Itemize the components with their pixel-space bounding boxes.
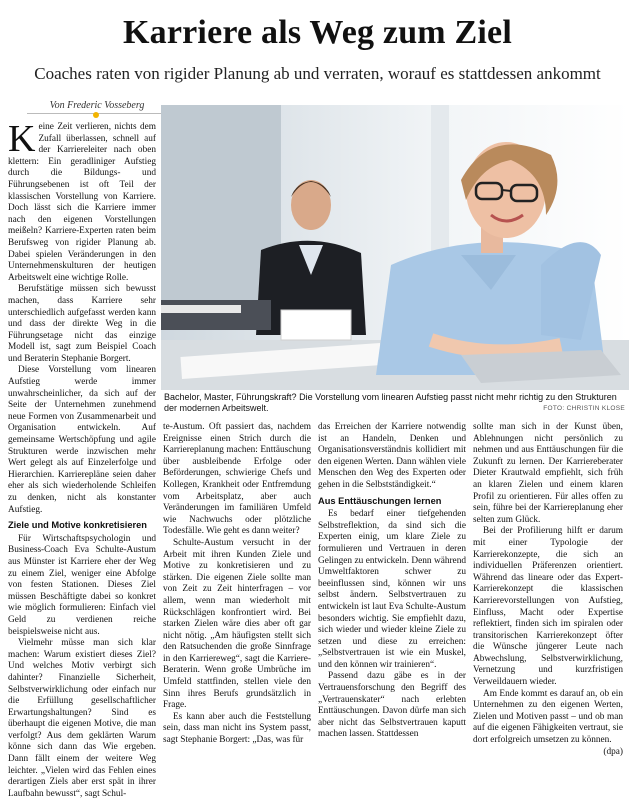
- article-column-4: [473, 422, 623, 758]
- paragraph: Für Wirtschaftspsychologin und Business-Coach Eva Schulte-Austum aus Münster ist Karriere eher der Weg zu einem Ziel, weniger eine Abfolge von festen Stationen. Dieses Ziel müssen Beschäftigte dabei so konkret wie möglich formulieren: Einfach viel Geld zu verdienen reiche beispielsweise nicht aus.: [8, 533, 156, 637]
- paragraph: Vielmehr müsse man sich klar machen: Warum existiert dieses Ziel? Und welches Motiv verbirgt sich dahinter? Finanzielle Sicherheit, Selbstverwirklichung oder einfach nur die Erfüllung gesellschaftlicher Erwartungshaltungen? Sind es überhaupt die eigenen Motive, die man verfolgt? Aus dem geklärten Warum könne sich dann das Wie ergeben. Dann fällt einem der weitere Weg leichter. „Vielen wird das Fehlen eines derartigen Ziels aber erst spät in ihrer Laufbahn bewusst“, sagt Schul-: [8, 638, 156, 799]
- paragraph: te-Austum. Oft passiert das, nachdem Ereignisse einen Strich durch die Karriereplanung machen: Enttäuschung über ausbleibende Erfolge oder Beförderungen, schwierige Chefs und Kollegen, Krankheit oder Entfremdung vom Arbeitsplatz, aber auch Veränderungen im familiären Umfeld wie Nachwuchs oder plötzliche Todesfälle. Wie geht es dann weiter?: [163, 422, 311, 537]
- paragraph: Bei der Profilierung hilft er darum mit einer Typologie der Karrierekonzepte, die sich an individuellen Präferenzen orientiert. Während das lineare oder das Expert-Karrierekonzept die klassischen Karrierevorstellungen von Aufstieg, Einfluss, Macht oder Expertise reflektiert, finden sich im spiralen oder transitorischen Karrierekonzept öfter die Wünsche jüngerer Leute nach Abwechslung, Selbstverwirklichung, Vernetzung und kurzfristigen Verweildauern wieder.: [473, 526, 623, 688]
- article-photo: [161, 105, 629, 390]
- paragraph: eine Zeit verlieren, nichts dem Zufall überlassen, schnell auf der Karriereleiter nach oben klettern: Ein geradliniger Aufstieg durch die Bildungs- und Führungsebenen ist oft Teil der klassischen Vorstellung von Karriere. Doch lässt sich die Karriere immer nach den eigenen Vorstellungen meißeln? Karriere-Experten raten beim Berufsweg von rigider Planung ab. Dabei spielen Veränderungen in den Unternehmenskulturen der heutigen Arbeitswelt eine wichtige Rolle.: [8, 122, 156, 283]
- subheading: Ziele und Motive konkretisieren: [8, 520, 147, 531]
- subheading: Aus Enttäuschungen lernen: [318, 495, 442, 506]
- article-column-2: [163, 422, 311, 747]
- article-column-1: [8, 118, 156, 800]
- paragraph: das Erreichen der Karriere notwendig ist an Handeln, Denken und Organisationsverständnis kollidiert mit den eigenen Werten. Dann wählen viele Menschen den Weg des Experten oder gehen in die Selbstständigkeit.“: [318, 422, 466, 490]
- byline: Von Frederic Vosseberg: [27, 100, 167, 114]
- article-column-3: [318, 422, 466, 741]
- byline-dot-icon: [93, 112, 99, 118]
- paragraph: Schulte-Austum versucht in der Arbeit mit ihren Kunden Ziele und Motive zu konkretisieren und zu stärken. Die eigenen Ziele sollte man von Zeit zu Zeit hinterfragen – vor allem, wenn man wiederholt mit Rückschlägen konfrontiert wird. Bei starken Zielen wäre dies aber oft gar nicht nötig. „Am häufigsten stellt sich den Ratsuchenden die große Sinnfrage in den Karriereweg“, sagt die Karriere-Beraterin. Wenn große Umbrüche im Umfeld stattfinden, stellen viele den Sinn ihres Berufs grundsätzlich in Frage.: [163, 537, 311, 711]
- photo-credit: FOTO: CHRISTIN KLOSE: [543, 405, 625, 412]
- photo-caption: Bachelor, Master, Führungskraft? Die Vorstellung vom linearen Aufstieg passt nicht mehr richtig zu den Strukturen der modernen Arbeitswelt.: [164, 392, 617, 413]
- paragraph-text: Am Ende kommt es darauf an, ob ein Unternehmen zu den eigenen Werten, Zielen und Motiven passt – und ob man auf die eigenen Fähigkeiten vertraut, sie dort erfolgreich umsetzen zu können.: [473, 688, 623, 746]
- source-tag: (dpa): [603, 746, 623, 757]
- paragraph: sollte man sich in der Kunst üben, Ablehnungen nicht persönlich zu nehmen und aus Enttäuschungen für die Zukunft zu lernen. Der Karriereberater Dieter Krautwald empfiehlt, sich früh an klaren Zielen und einem klaren Profil zu orientieren. Für alles offen zu sein, führe bei der Karriereplanung eher selten zum Glück.: [473, 422, 623, 525]
- paragraph: Passend dazu gäbe es in der Vertrauensforschung den Begriff des „Vertrauenskater“ nach erlebten Enttäuschungen. Davon dürfe man sich aber nicht das Selbstvertrauen kaputt machen lassen. Stattdessen: [318, 671, 466, 740]
- paragraph: Berufstätige müssen sich bewusst machen, dass Karriere sehr unterschiedlich aufgefasst werden kann und dass der direkte Weg in die Führungsetage nicht das einzige Modell ist, sagt zum Beispiel Coach und Beraterin Stephanie Borgert.: [8, 284, 156, 364]
- documents: [281, 310, 351, 340]
- paragraph: [473, 688, 623, 757]
- folders: [161, 300, 271, 330]
- paragraph: Es kann aber auch die Feststellung sein, dass man nicht ins System passt, sagt Stephanie Borgert: „Das, was für: [163, 711, 311, 746]
- paragraph: Diese Vorstellung vom linearen Aufstieg werde immer unwahrscheinlicher, da sich auf der Seite der Unternehmen zunehmend neue Formen von Zusammenarbeit und Organisation entwickeln. Auf gemeinsame Wertschöpfung und agile Strukturen werde inzwischen mehr Wert gelegt als auf Einzelerfolge und Hierarchien. Karrierepläne seien daher eher als sich wiederholende Schleifen zu denken, nicht als konstanter Aufstieg.: [8, 365, 156, 515]
- paragraph: Es bedarf einer tiefgehenden Selbstreflektion, da sind sich die Experten einig, um klare Ziele zu formulieren und Vertrauen in deren Gelingen zu entwickeln. Denn während Umweltfaktoren schwer zu beeinflussen sind, können wir uns selbst ändern. Selbstvertrauen zu entwickeln ist laut Eva Schulte-Austum besonders wichtig. Sie empfiehlt dazu, sich wieder und wieder kleine Ziele zu setzen und diese zu erreichen: „Selbstvertrauen ist wie ein Muskel, und den können wir trainieren“.: [318, 509, 466, 670]
- office-scene-illustration: [161, 105, 629, 390]
- subline: Coaches raten von rigider Planung ab und verraten, worauf es stattdessen ankommt: [34, 64, 601, 83]
- headline: Karriere als Weg zum Ziel: [123, 14, 512, 51]
- dropcap: K: [8, 118, 36, 160]
